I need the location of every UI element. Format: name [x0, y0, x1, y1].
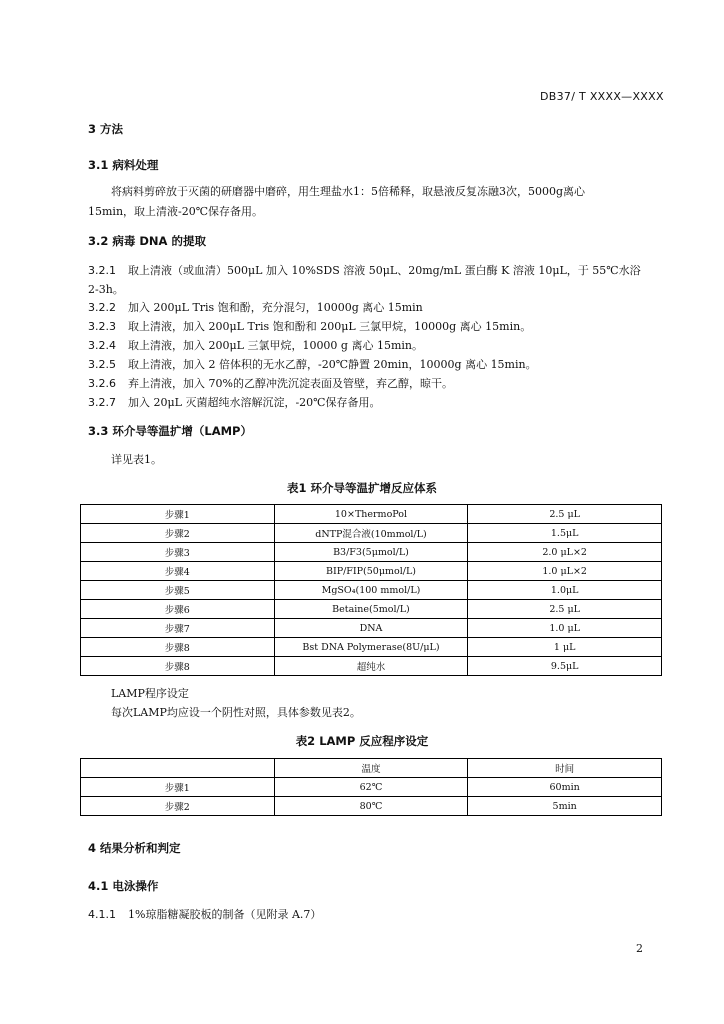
table-cell: 5min: [468, 797, 662, 816]
step-3-2-7: [88, 394, 380, 410]
document-code: DB37/ T XXXX—XXXX: [540, 90, 664, 103]
section-number: 4.1.1: [88, 908, 116, 921]
section-4-heading: 4 结果分析和判定: [88, 841, 181, 855]
step-number: 3.2.1: [88, 264, 116, 277]
step-3-2-2: [88, 299, 423, 315]
step-number: 3.2.2: [88, 301, 116, 314]
step-3-2-4: [88, 337, 423, 353]
section-3-1-heading: 3.1 病料处理: [88, 158, 159, 172]
table-cell: 2.5 μL: [468, 505, 662, 524]
table-cell: 步骤8: [81, 638, 275, 657]
table-cell: 步骤1: [81, 778, 275, 797]
table-row: [81, 524, 662, 543]
table-cell: DNA: [274, 619, 468, 638]
step-3-2-6: [88, 375, 453, 391]
table-1: [80, 504, 662, 676]
table-cell: 步骤3: [81, 543, 275, 562]
table-cell: 步骤5: [81, 581, 275, 600]
table-cell: 2.5 μL: [468, 600, 662, 619]
table-row: [81, 657, 662, 676]
section-4-1-1: [88, 906, 321, 922]
section-text: 1%琼脂糖凝胶板的制备（见附录 A.7）: [128, 908, 322, 921]
section-3-2-heading: 3.2 病毒 DNA 的提取: [88, 234, 206, 248]
step-number: 3.2.6: [88, 377, 116, 390]
step-3-2-5: [88, 356, 537, 372]
step-text: 加入 20μL 灭菌超纯水溶解沉淀，-20℃保存备用。: [128, 396, 381, 409]
lamp-program-line2: 每次LAMP均应设一个阴性对照，具体参数见表2。: [111, 706, 361, 719]
table-row: [81, 778, 662, 797]
section-3-1-para-line1: 将病料剪碎放于灭菌的研磨器中磨碎，用生理盐水1：5倍稀释，取悬液反复冻融3次，5000g离心: [111, 185, 586, 198]
table-cell: BIP/FIP(50μmol/L): [274, 562, 468, 581]
table-header-cell: 温度: [274, 759, 468, 778]
step-3-2-1: [88, 262, 641, 278]
table-row: [81, 619, 662, 638]
table-cell: 1.0 μL×2: [468, 562, 662, 581]
table-cell: 10×ThermoPol: [274, 505, 468, 524]
table-cell: 60min: [468, 778, 662, 797]
table-cell: 步骤2: [81, 524, 275, 543]
table-2-caption: 表2 LAMP 反应程序设定: [295, 734, 429, 748]
table-row: [81, 562, 662, 581]
table-cell: 步骤2: [81, 797, 275, 816]
table-row: [81, 638, 662, 657]
table-cell: 步骤1: [81, 505, 275, 524]
step-text: 取上清液，加入 200μL 三氯甲烷，10000 g 离心 15min。: [128, 339, 423, 352]
step-text: 取上清液，加入 2 倍体积的无水乙醇，-20℃静置 20min，10000g 离心 15min。: [128, 358, 537, 371]
table-cell: 62℃: [274, 778, 468, 797]
table-cell: 1.0μL: [468, 581, 662, 600]
table-cell: 1 μL: [468, 638, 662, 657]
table-cell: 1.0 μL: [468, 619, 662, 638]
table-cell: 步骤8: [81, 657, 275, 676]
table-cell: 2.0 μL×2: [468, 543, 662, 562]
table-cell: MgSO₄(100 mmol/L): [274, 581, 468, 600]
section-4-1-heading: 4.1 电泳操作: [88, 879, 159, 893]
table-header-row: [81, 759, 662, 778]
table-2: [80, 758, 662, 816]
step-3-2-1-continuation: 2-3h。: [88, 283, 124, 296]
step-text: 取上清液（或血清）500μL 加入 10%SDS 溶液 50μL、20mg/mL 蛋白酶 K 溶液 10μL，于 55℃水浴: [128, 264, 641, 277]
section-3-1-para-line2: 15min，取上清液-20℃保存备用。: [88, 205, 264, 218]
table-cell: 步骤4: [81, 562, 275, 581]
table-cell: 80℃: [274, 797, 468, 816]
table-cell: 9.5μL: [468, 657, 662, 676]
step-number: 3.2.4: [88, 339, 116, 352]
table-cell: 步骤7: [81, 619, 275, 638]
table-header-cell: 时间: [468, 759, 662, 778]
table-cell: Betaine(5mol/L): [274, 600, 468, 619]
table-header-cell: [81, 759, 275, 778]
step-3-2-3: [88, 318, 531, 334]
table-row: [81, 797, 662, 816]
table-1-caption: 表1 环介导等温扩增反应体系: [286, 481, 437, 495]
table-cell: 超纯水: [274, 657, 468, 676]
step-number: 3.2.7: [88, 396, 116, 409]
table-row: [81, 543, 662, 562]
section-3-3-para: 详见表1。: [111, 453, 162, 466]
table-cell: Bst DNA Polymerase(8U/μL): [274, 638, 468, 657]
section-3-3-heading: 3.3 环介导等温扩增（LAMP）: [88, 424, 252, 438]
lamp-program-line1: LAMP程序设定: [111, 687, 189, 700]
section-3-heading: 3 方法: [88, 122, 124, 136]
table-cell: dNTP混合液(10mmol/L): [274, 524, 468, 543]
page-number: 2: [636, 942, 643, 955]
step-number: 3.2.5: [88, 358, 116, 371]
table-cell: B3/F3(5μmol/L): [274, 543, 468, 562]
table-cell: 1.5μL: [468, 524, 662, 543]
table-row: [81, 600, 662, 619]
step-text: 加入 200μL Tris 饱和酚，充分混匀，10000g 离心 15min: [128, 301, 423, 314]
step-text: 取上清液，加入 200μL Tris 饱和酚和 200μL 三氯甲烷，10000g 离心 15min。: [128, 320, 532, 333]
step-text: 弃上清液，加入 70%的乙醇冲洗沉淀表面及管壁，弃乙醇，晾干。: [128, 377, 453, 390]
table-row: [81, 581, 662, 600]
table-cell: 步骤6: [81, 600, 275, 619]
step-number: 3.2.3: [88, 320, 116, 333]
table-row: [81, 505, 662, 524]
